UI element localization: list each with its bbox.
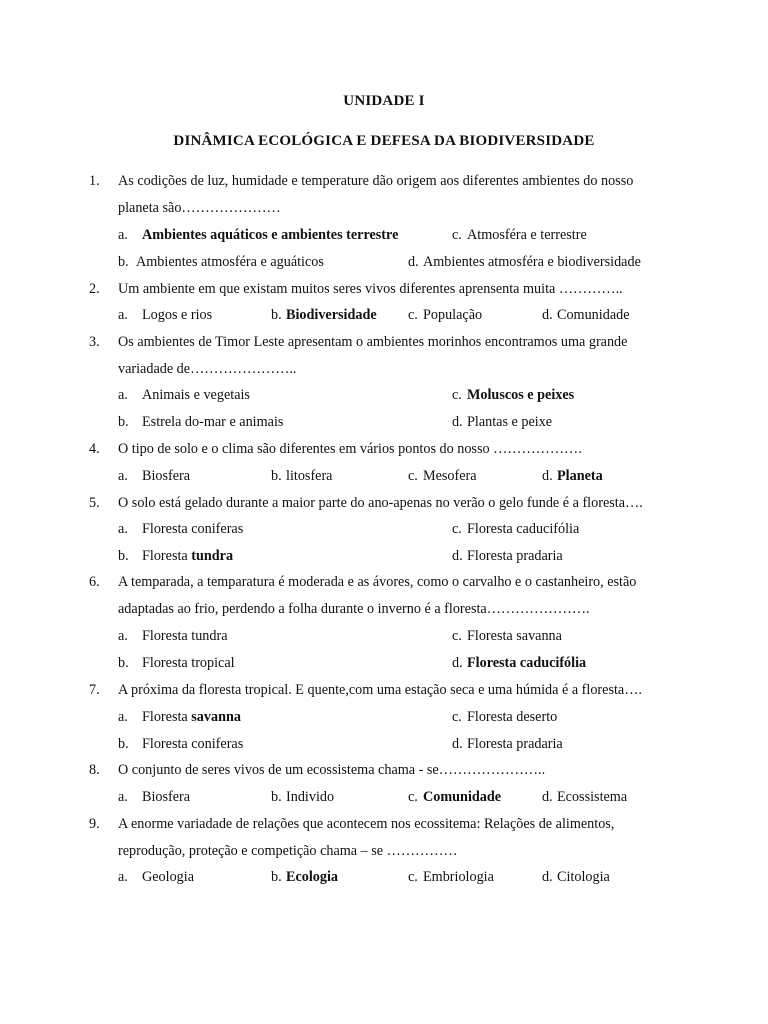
option-d: d. Comunidade xyxy=(542,307,630,323)
question-text: O tipo de solo e o clima são diferentes em vários pontos do nosso ………………. xyxy=(118,441,582,457)
option-d: d. Ambientes atmosféra e biodiversidade xyxy=(408,254,641,270)
option-a: a. Floresta tundra xyxy=(118,628,228,644)
option-a: a. Animais e vegetais xyxy=(118,387,250,403)
option-a: a. Biosfera xyxy=(118,468,191,484)
option-a: a. Biosfera xyxy=(118,789,191,805)
question-number: 4. xyxy=(89,441,100,457)
question-text-cont: planeta são………………… xyxy=(118,200,281,216)
question-number: 3. xyxy=(89,334,100,350)
question-text: As codições de luz, humidade e temperature dão origem aos diferentes ambientes do nosso xyxy=(118,173,634,189)
option-c: c. Comunidade xyxy=(408,789,502,805)
option-c: c. Floresta deserto xyxy=(452,709,558,725)
unit-title: UNIDADE I xyxy=(343,93,425,109)
section-title: DINÂMICA ECOLÓGICA E DEFESA DA BIODIVERSIDADE xyxy=(173,133,595,149)
option-b: b. Individo xyxy=(271,789,335,805)
question-number: 5. xyxy=(89,495,100,511)
question-number: 6. xyxy=(89,574,100,590)
option-c: c. Atmosféra e terrestre xyxy=(452,227,587,243)
option-d: d. Citologia xyxy=(542,869,610,885)
option-c: c. Mesofera xyxy=(408,468,477,484)
option-b: b. litosfera xyxy=(271,468,333,484)
question-text: O conjunto de seres vivos de um ecossistema chama - se………………….. xyxy=(118,762,546,778)
option-b: b. Ecologia xyxy=(271,869,339,885)
question-number: 2. xyxy=(89,281,100,297)
option-c: c. Floresta caducifólia xyxy=(452,521,580,537)
option-d: d. Ecossistema xyxy=(542,789,628,805)
option-c: c. Moluscos e peixes xyxy=(452,387,575,403)
option-d: d. Planeta xyxy=(542,468,603,484)
option-d: d. Floresta pradaria xyxy=(452,548,563,564)
option-b: b. Floresta tundra xyxy=(118,548,234,564)
option-b: b. Floresta tropical xyxy=(118,655,235,671)
option-a: a. Ambientes aquáticos e ambientes terrestre xyxy=(118,227,399,243)
option-c: c. Embriologia xyxy=(408,869,494,885)
option-a: a. Floresta coniferas xyxy=(118,521,244,537)
question-number: 8. xyxy=(89,762,100,778)
option-d: d. Floresta pradaria xyxy=(452,736,563,752)
question-text-cont: variadade de………………….. xyxy=(118,361,297,377)
question-text-cont: reprodução, proteção e competição chama – se …………… xyxy=(118,843,458,859)
option-c: c. População xyxy=(408,307,483,323)
option-d: d. Plantas e peixe xyxy=(452,414,553,430)
question-text-cont: adaptadas ao frio, perdendo a folha durante o inverno é a floresta…………………. xyxy=(118,601,590,617)
question-number: 1. xyxy=(89,173,100,189)
option-c: c. Floresta savanna xyxy=(452,628,562,644)
question-text: Um ambiente em que existam muitos seres vivos diferentes aprensenta muita ………….. xyxy=(118,281,623,297)
question-number: 7. xyxy=(89,682,100,698)
question-text: A enorme variadade de relações que acontecem nos ecossitema: Relações de alimentos, xyxy=(118,816,615,832)
question-text: A temparada, a temparatura é moderada e as ávores, como o carvalho e o castanheiro, estão xyxy=(118,574,637,590)
option-b: b. Floresta coniferas xyxy=(118,736,244,752)
question-text: A próxima da floresta tropical. E quente,com uma estação seca e uma húmida é a floresta…. xyxy=(118,682,642,698)
option-b: b. Estrela do-mar e animais xyxy=(118,414,284,430)
question-number: 9. xyxy=(89,816,100,832)
option-a: a. Logos e rios xyxy=(118,307,213,323)
option-d: d. Floresta caducifólia xyxy=(452,655,587,671)
question-text: O solo está gelado durante a maior parte do ano-apenas no verão o gelo funde é a floresta…. xyxy=(118,495,643,511)
option-b: b. Ambientes atmosféra e aguáticos xyxy=(118,254,324,270)
option-a: a. Floresta savanna xyxy=(118,709,241,725)
question-text: Os ambientes de Timor Leste apresentam o ambientes morinhos encontramos uma grande xyxy=(118,334,628,350)
option-b: b. Biodiversidade xyxy=(271,307,377,323)
option-a: a. Geologia xyxy=(118,869,195,885)
